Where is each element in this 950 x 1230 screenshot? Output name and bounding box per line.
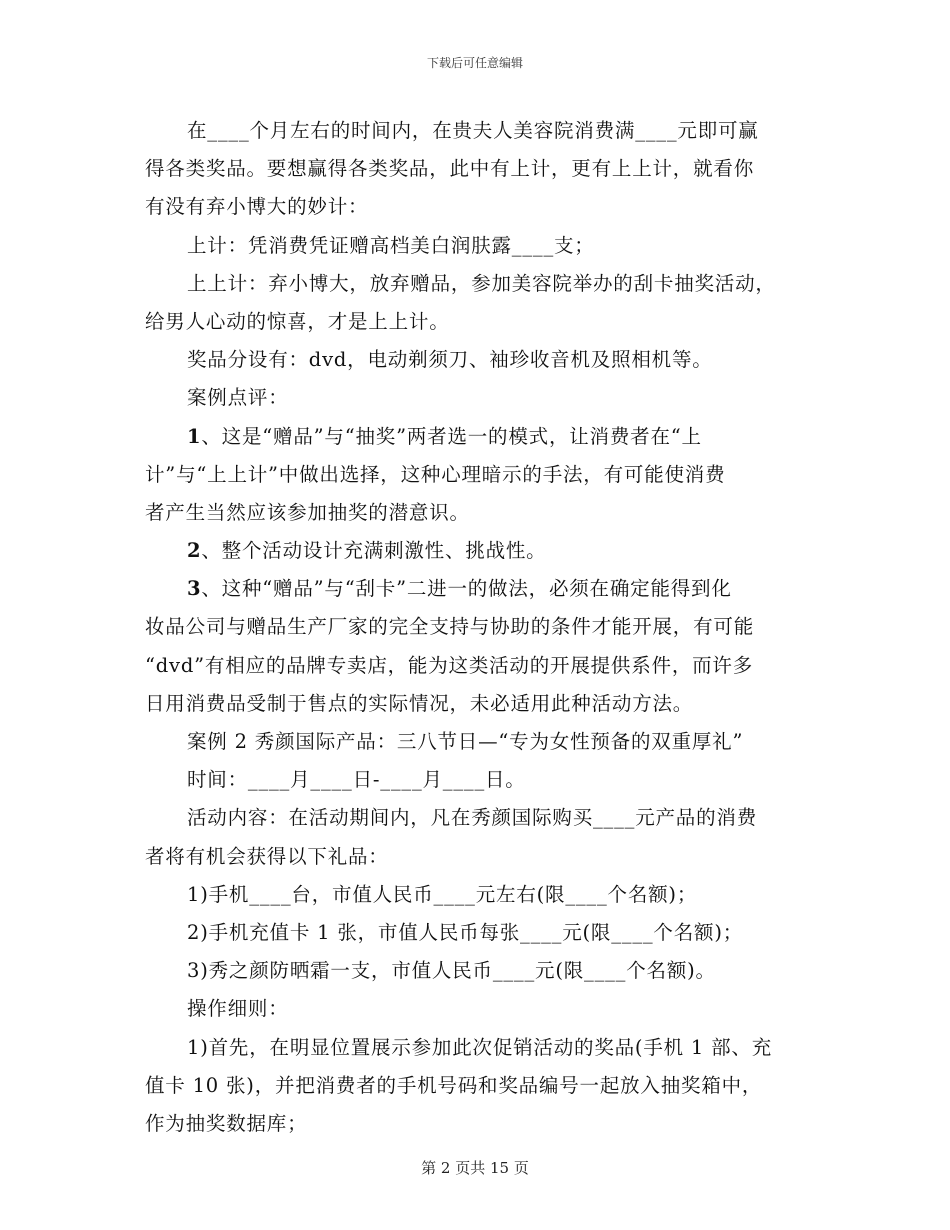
text-line: 在____个月左右的时间内，在贵夫人美容院消费满____元即可赢 xyxy=(187,119,759,142)
item-number: 2 xyxy=(187,539,202,563)
paragraph xyxy=(145,723,805,761)
paragraph xyxy=(145,799,805,875)
text-line: 日用消费品受制于售点的实际情况，未必适用此种活动方法。 xyxy=(145,691,694,715)
text-line: 给男人心动的惊喜，才是上上计。 xyxy=(145,309,450,333)
document-body xyxy=(145,112,805,1143)
text-line: 者产生当然应该参加抽奖的潜意识。 xyxy=(145,500,470,524)
paragraph xyxy=(145,761,805,799)
text-line: 计”与“上上计”中做出选择，这种心理暗示的手法，有可能使消费 xyxy=(145,462,726,486)
text-line xyxy=(145,570,805,608)
text-segment: 、这是“赠品”与“抽奖”两者选一的模式，让消费者在“上 xyxy=(201,424,702,448)
item-number: 3 xyxy=(187,577,202,601)
text-line: 上计：凭消费凭证赠高档美白润肤露____支； xyxy=(187,233,595,257)
text-line: 值卡 10 张)，并把消费者的手机号码和奖品编号一起放入抽奖箱中， xyxy=(145,1073,763,1097)
text-line: 1)手机____台，市值人民币____元左右(限____个名额)； xyxy=(187,882,698,906)
text-line: 妆品公司与赠品生产厂家的完全支持与协助的条件才能开展，有可能 xyxy=(145,615,755,639)
paragraph xyxy=(145,341,805,379)
item-number: 1 xyxy=(187,424,202,448)
text-line xyxy=(145,532,805,570)
text-line: 有没有弃小博大的妙计： xyxy=(145,195,369,219)
numbered-paragraph xyxy=(145,532,805,570)
paragraph xyxy=(145,876,805,914)
text-line: 1)首先，在明显位置展示参加此次促销活动的奖品(手机 1 部、充 xyxy=(187,1035,773,1059)
text-line: 者将有机会获得以下礼品： xyxy=(145,844,389,868)
paragraph xyxy=(145,227,805,265)
paragraph xyxy=(145,112,805,227)
text-line xyxy=(145,418,805,456)
paragraph xyxy=(145,952,805,990)
text-line: “dvd”有相应的品牌专卖店，能为这类活动的开展提供系件，而许多 xyxy=(145,653,754,677)
paragraph xyxy=(145,265,805,341)
text-line: 操作细则： xyxy=(187,997,289,1021)
paragraph xyxy=(145,914,805,952)
text-line: 2)手机充值卡 1 张，市值人民币每张____元(限____个名额)； xyxy=(187,920,744,944)
text-line: 时间：____月____日-____月____日。 xyxy=(187,768,526,792)
text-line: 上上计：弃小博大，放弃赠品，参加美容院举办的刮卡抽奖活动， xyxy=(187,271,776,295)
text-line: 案例点评： xyxy=(187,386,289,410)
numbered-paragraph xyxy=(145,418,805,533)
page-footer: 第 2 页共 15 页 xyxy=(421,1159,529,1177)
text-line: 案例 2 秀颜国际产品：三八节日—“专为女性预备的双重厚礼” xyxy=(187,730,744,753)
paragraph xyxy=(145,379,805,417)
text-line: 3)秀之颜防晒霜一支，市值人民币____元(限____个名额)。 xyxy=(187,959,716,983)
page-header: 下载后可任意编辑 xyxy=(426,56,523,70)
paragraph xyxy=(145,990,805,1028)
text-segment: 、整个活动设计充满刺激性、挑战性。 xyxy=(201,539,547,563)
text-line: 奖品分设有：dvd，电动剃须刀、袖珍收音机及照相机等。 xyxy=(187,348,713,372)
text-line: 活动内容：在活动期间内，凡在秀颜国际购买____元产品的消费 xyxy=(187,806,757,830)
numbered-paragraph xyxy=(145,570,805,723)
paragraph xyxy=(145,1029,805,1144)
text-segment: 、这种“赠品”与“刮卡”二进一的做法，必须在确定能得到化 xyxy=(201,577,732,601)
text-line: 得各类奖品。要想赢得各类奖品，此中有上计，更有上上计，就看你 xyxy=(145,157,755,181)
text-line: 作为抽奖数据库； xyxy=(145,1111,308,1135)
